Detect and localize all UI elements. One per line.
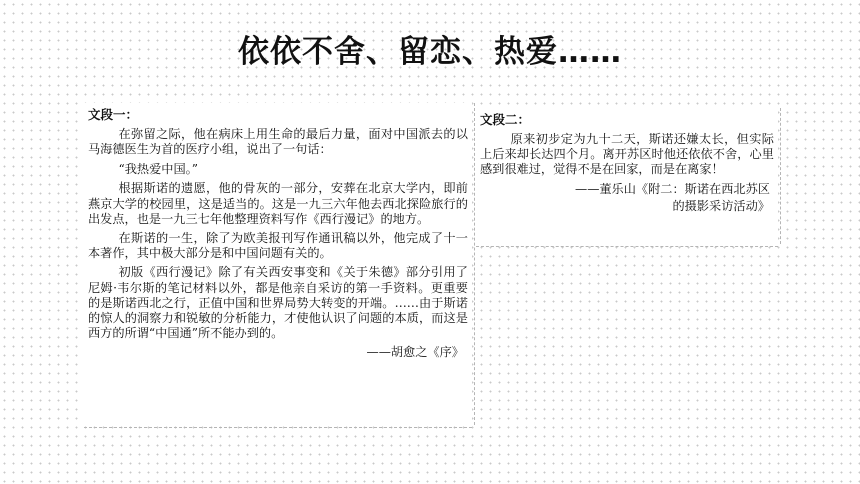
excerpt-one-card (84, 103, 472, 425)
excerpt-two-source-line-1: ——董乐山《附二：斯诺在西北苏区 (575, 181, 770, 196)
excerpt-one-label: 文段一： (88, 107, 139, 122)
excerpt-two-source-line-2: 的摄影采访活动》 (672, 199, 770, 214)
excerpt-one-paragraph-1: 在弥留之际，他在病床上用生命的最后力量，面对中国派去的以马海德医生为首的医疗小组，说出了一句话： (88, 127, 468, 157)
excerpt-one-quote: “我热爱中国。” (118, 162, 198, 177)
excerpt-one-side-divider (474, 103, 475, 425)
slide-title: 依依不舍、留恋、热爱…… (238, 34, 622, 70)
excerpt-one-bottom-divider (84, 427, 472, 428)
excerpt-two-bottom-divider (476, 246, 778, 247)
excerpt-two-side-divider (780, 108, 781, 244)
excerpt-one-source: ——胡愈之《序》 (366, 345, 464, 360)
excerpt-one-paragraph-2: 根据斯诺的遗愿，他的骨灰的一部分，安葬在北京大学内，即前燕京大学的校园里，这是适当的。这是一九三六年他去西北探险旅行的出发点，也是一九三七年他整理资料写作《西行漫记》的地方。 (88, 181, 468, 226)
excerpt-two-paragraph: 原来初步定为九十二天，斯诺还嫌太长，但实际上后来却长达四个月。离开苏区时他还依依不舍，心里感到很难过，觉得不是在回家，而是在离家！ (480, 132, 774, 177)
excerpt-one-paragraph-4: 初版《西行漫记》除了有关西安事变和《关于朱德》部分引用了尼姆·韦尔斯的笔记材料以外，都是他亲自采访的第一手资料。更重要的是斯诺西北之行，正值中国和世界局势大转变的开端。……由于斯诺的惊人的洞察力和锐敏的分析能力，才使他认识了问题的本质，而这是西方的所谓“中国通”所不能办到的。 (88, 265, 468, 341)
excerpt-two-card (476, 108, 778, 244)
excerpt-one-paragraph-3: 在斯诺的一生，除了为欧美报刊写作通讯稿以外，他完成了十一本著作，其中极大部分是和中国问题有关的。 (88, 231, 468, 261)
excerpt-two-label: 文段二： (480, 112, 531, 127)
